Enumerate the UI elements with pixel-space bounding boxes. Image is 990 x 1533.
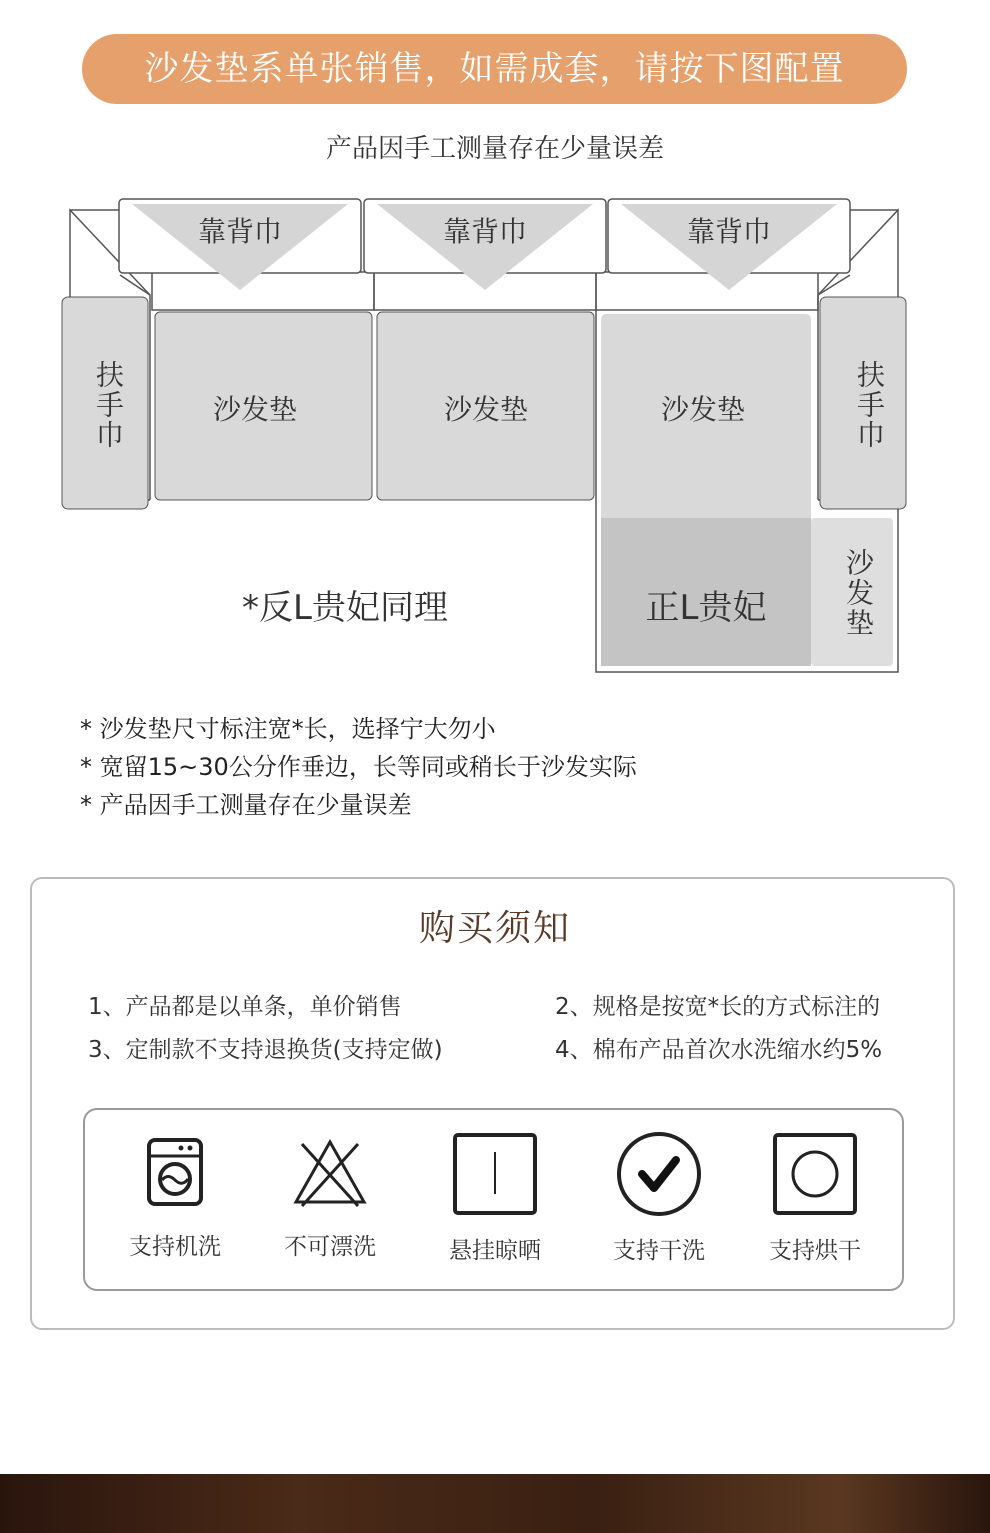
- purchase-notice-title: 购买须知: [418, 908, 571, 949]
- care-label: 支持机洗: [129, 1234, 221, 1260]
- line-dry-icon: [450, 1130, 540, 1218]
- backrest-label: 靠背巾: [686, 215, 771, 248]
- care-label: 支持烘干: [769, 1238, 861, 1264]
- washing-machine-icon: [135, 1130, 215, 1214]
- reverse-l-note: *反L贵妃同理: [242, 588, 448, 628]
- notice-item: 4、棉布产品首次水洗缩水约5%: [555, 1037, 883, 1063]
- top-banner: 沙发垫系单张销售，如需成套，请按下图配置: [82, 34, 907, 104]
- care-label: 不可漂洗: [284, 1234, 376, 1260]
- chaise-side-label: 沙发垫: [842, 548, 875, 638]
- cushion-label: 沙发垫: [212, 393, 297, 426]
- armrest-label-right: 扶手巾: [853, 360, 886, 450]
- notice-item: 2、规格是按宽*长的方式标注的: [555, 994, 881, 1020]
- measurement-notes: [80, 710, 637, 824]
- care-item-dry-clean: [584, 1130, 734, 1265]
- care-item-no-bleach: [255, 1130, 405, 1261]
- armrest-label-left: 扶手巾: [92, 360, 125, 450]
- notice-item: 1、产品都是以单条，单价销售: [88, 994, 402, 1020]
- dry-clean-icon: [614, 1130, 704, 1218]
- chaise-label: 正L贵妃: [645, 588, 767, 628]
- care-label: 悬挂晾晒: [449, 1238, 541, 1264]
- care-item-line-dry: [420, 1130, 570, 1265]
- backrest-label: 靠背巾: [442, 215, 527, 248]
- cushion-label: 沙发垫: [443, 393, 528, 426]
- notice-item: 3、定制款不支持退换货(支持定做): [88, 1037, 443, 1063]
- tumble-dry-icon: [770, 1130, 860, 1218]
- cushion-label: 沙发垫: [660, 393, 745, 426]
- care-label: 支持干洗: [613, 1238, 705, 1264]
- care-item-machine-wash: [100, 1130, 250, 1261]
- backrest-label: 靠背巾: [197, 215, 282, 248]
- note-item: * 沙发垫尺寸标注宽*长，选择宁大勿小: [80, 715, 496, 743]
- note-item: * 产品因手工测量存在少量误差: [80, 791, 412, 819]
- care-item-tumble-dry: [740, 1130, 890, 1265]
- footer-image-strip: [0, 1474, 990, 1533]
- measurement-subtitle: 产品因手工测量存在少量误差: [325, 134, 664, 164]
- note-item: * 宽留15~30公分作垂边，长等同或稍长于沙发实际: [80, 753, 637, 781]
- no-bleach-icon: [288, 1130, 372, 1214]
